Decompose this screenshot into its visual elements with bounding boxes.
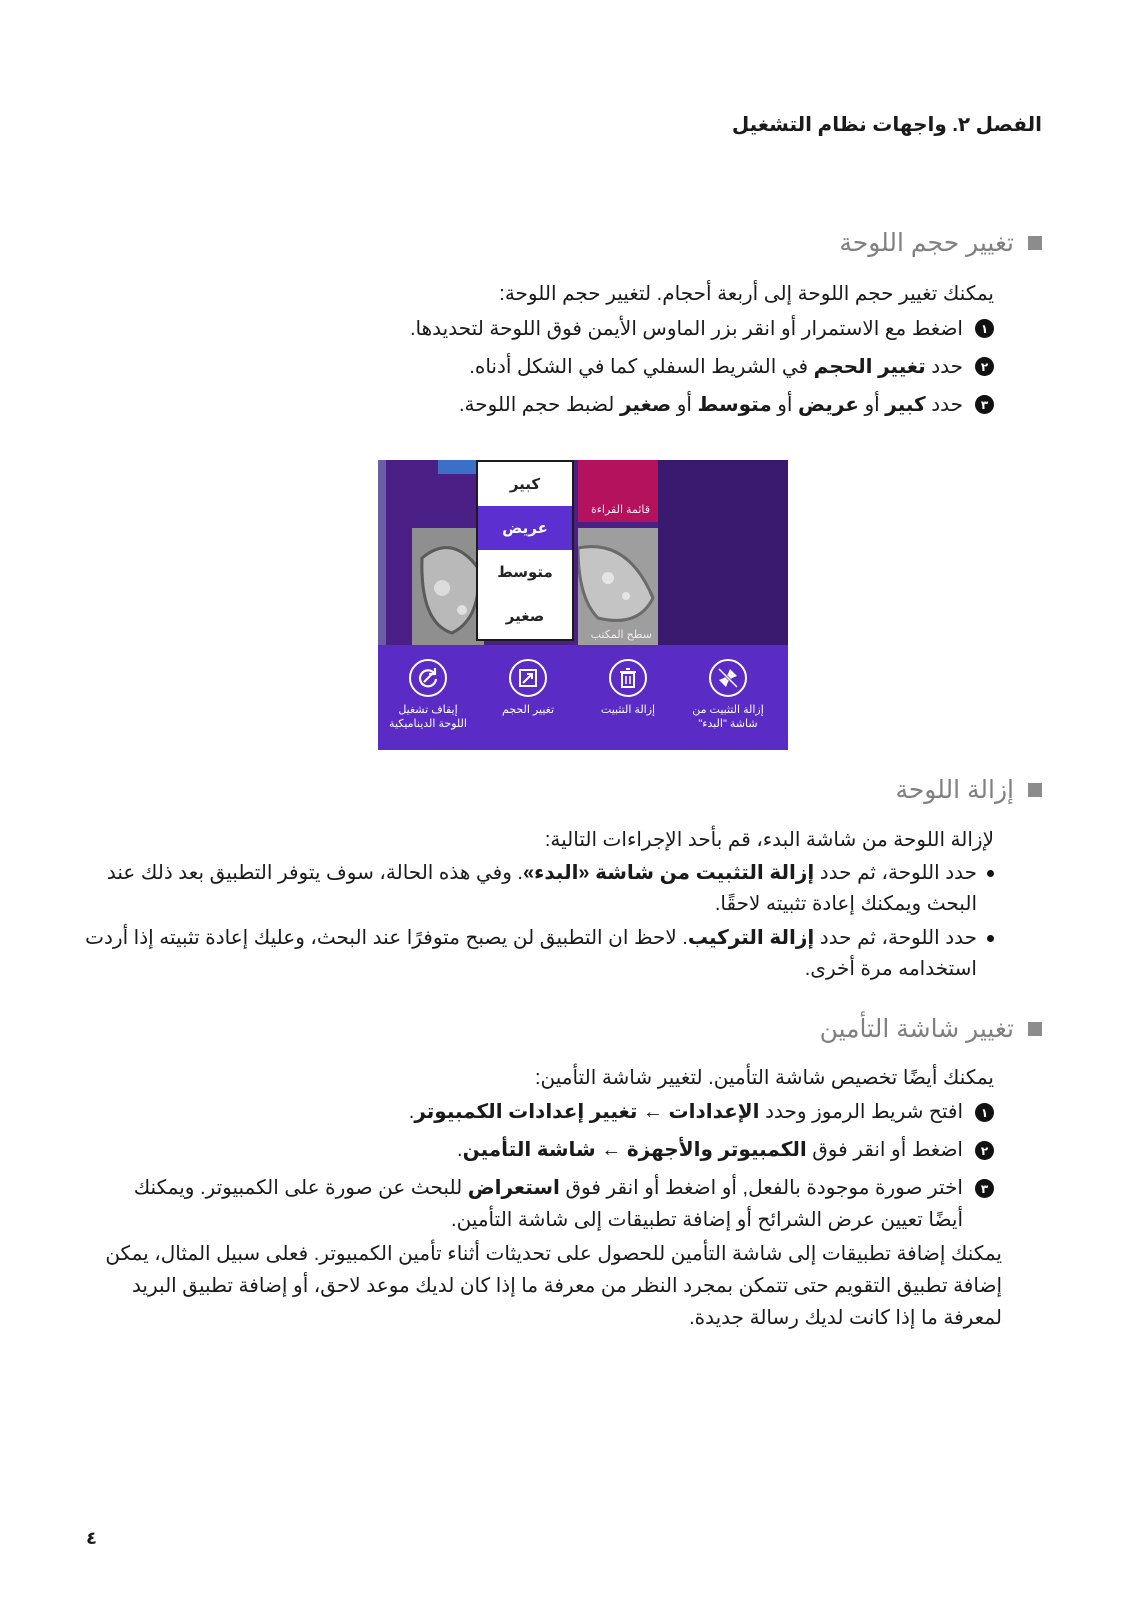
water-drop-image (412, 528, 484, 645)
step-item (94, 386, 994, 424)
step-item (94, 1134, 994, 1166)
step-text: اضغط مع الاستمرار أو انقر بزر الماوس الأيمن فوق اللوحة لتحديدها. (409, 318, 963, 340)
size-option-wide[interactable]: عريض (478, 506, 572, 550)
step-number: ٢ (975, 357, 994, 376)
turn-live-tile-off-button[interactable] (378, 659, 478, 731)
step-number: ١ (975, 1103, 994, 1122)
ui-term: متوسط (697, 394, 772, 416)
bullet-text: حدد اللوحة، ثم حدد إزالة التركيب. لاحظ ان التطبيق لن يصبح متوفرًا عند البحث، وعليك إعادة تثبيته إذا أردت استخدامه مرة أخرى. (85, 927, 977, 980)
square-bullet-icon (1028, 1022, 1042, 1036)
reading-list-tile[interactable] (578, 460, 658, 522)
command-label: إيقاف تشغيل (398, 704, 458, 716)
step-number: ١ (975, 319, 994, 338)
photo-tile[interactable] (412, 528, 484, 645)
tile-strip (378, 460, 386, 645)
step-text: افتح شريط الرموز وحدد الإعدادات ← تغيير إعدادات الكمبيوتر. (408, 1101, 963, 1123)
step-item (94, 310, 994, 348)
chapter-title: الفصل ٢. واجهات نظام التشغيل (731, 114, 1042, 136)
tile (658, 460, 788, 645)
unpin-icon (709, 659, 747, 697)
section-heading-lock-screen (820, 1014, 1042, 1044)
ui-term: عريض (798, 394, 859, 416)
closing-paragraph: يمكنك إضافة تطبيقات إلى شاشة التأمين للحصول على تحديثات أثناء تأمين الكمبيوتر. فعلى سبيل المثال، يمكن إضافة تطبيق التقويم حتى تتمكن بمجرد النظر من معرفة ما إذا كان لديك موعد لاحق، أو إضافة تطبيق البريد لمعرفة ما إذا كانت لديك رسالة جديدة. (105, 1243, 1002, 1329)
section-heading-text: إزالة اللوحة (895, 776, 1014, 804)
section-intro: لإزالة اللوحة من شاشة البدء، قم بأحد الإجراءات التالية: (544, 829, 994, 851)
step-text: اضغط أو انقر فوق الكمبيوتر والأجهزة ← شاشة التأمين. (457, 1139, 963, 1161)
step-item (94, 348, 994, 386)
command-label: إزالة التثبيت (600, 704, 656, 716)
bottom-app-bar (378, 645, 788, 750)
ui-term: تغيير إعدادات الكمبيوتر (414, 1101, 638, 1123)
ui-term: إزالة التركيب (687, 927, 815, 949)
step-number: ٢ (975, 1141, 994, 1160)
step-item (94, 1172, 994, 1236)
step-text: اختر صورة موجودة بالفعل, أو اضغط أو انقر فوق استعراض للبحث عن صورة على الكمبيوتر. ويمكنك أيضًا تعيين عرض الشرائح أو إضافة تطبيقات إلى شاشة التأمين. (133, 1177, 963, 1231)
ui-term: استعراض (467, 1177, 560, 1199)
command-label: اللوحة الديناميكية (389, 718, 467, 730)
command-label: شاشة "البدء" (698, 718, 758, 730)
ui-term: الكمبيوتر والأجهزة (626, 1139, 807, 1161)
bullet-dot-icon (987, 870, 994, 877)
start-screen-figure (378, 460, 788, 750)
page-number: ٤ (86, 1528, 97, 1548)
section-intro: يمكنك تغيير حجم اللوحة إلى أربعة أحجام. لتغيير حجم اللوحة: (499, 283, 994, 305)
uninstall-button[interactable] (578, 659, 678, 717)
section-heading-text: تغيير حجم اللوحة (839, 229, 1014, 257)
tile-label: قائمة القراءة (590, 504, 650, 516)
ui-term: كبير (885, 394, 926, 416)
unpin-from-start-button[interactable] (678, 659, 778, 731)
section-intro: يمكنك أيضًا تخصيص شاشة التأمين. لتغيير شاشة التأمين: (534, 1067, 994, 1089)
command-label: تغيير الحجم (501, 704, 555, 716)
square-bullet-icon (1028, 783, 1042, 797)
ui-term: تغيير الحجم (813, 356, 926, 378)
desktop-tile[interactable] (578, 528, 658, 645)
ui-term: إزالة التثبيت من شاشة «البدء» (523, 862, 815, 884)
refresh-icon (409, 659, 447, 697)
section-heading-resize (839, 228, 1042, 258)
trash-icon (609, 659, 647, 697)
bullet-item (64, 923, 994, 985)
remove-options (64, 858, 994, 988)
resize-steps (94, 310, 994, 424)
bullet-text: حدد اللوحة، ثم حدد إزالة التثبيت من شاشة «البدء». وفي هذه الحالة، سوف يتوفر التطبيق بعد ذلك عند البحث ويمكنك إعادة تثبيته لاحقًا. (106, 862, 977, 915)
section-heading-text: تغيير شاشة التأمين (819, 1015, 1014, 1043)
ui-term: صغير (619, 394, 672, 416)
step-item (94, 1096, 994, 1128)
bullet-dot-icon (987, 935, 994, 942)
tile-label: سطح المكتب (590, 629, 652, 641)
section-heading-remove (895, 775, 1042, 805)
lock-screen-steps (94, 1096, 994, 1236)
resize-icon (509, 659, 547, 697)
step-text: حدد كبير أو عريض أو متوسط أو صغير لضبط حجم اللوحة. (459, 394, 963, 416)
size-option-large[interactable]: كبير (509, 476, 541, 493)
command-label: إزالة التثبيت من (692, 704, 764, 716)
size-menu (476, 460, 574, 641)
size-option-medium[interactable]: متوسط (497, 564, 553, 581)
size-option-small[interactable]: صغير (505, 608, 545, 625)
resize-button[interactable] (478, 659, 578, 717)
ui-term: شاشة التأمين (462, 1139, 596, 1161)
step-number: ٣ (975, 1179, 994, 1198)
square-bullet-icon (1028, 236, 1042, 250)
step-text: حدد تغيير الحجم في الشريط السفلي كما في الشكل أدناه. (469, 356, 963, 378)
ui-term: الإعدادات (668, 1101, 760, 1123)
bullet-item (64, 858, 994, 920)
step-number: ٣ (975, 395, 994, 414)
